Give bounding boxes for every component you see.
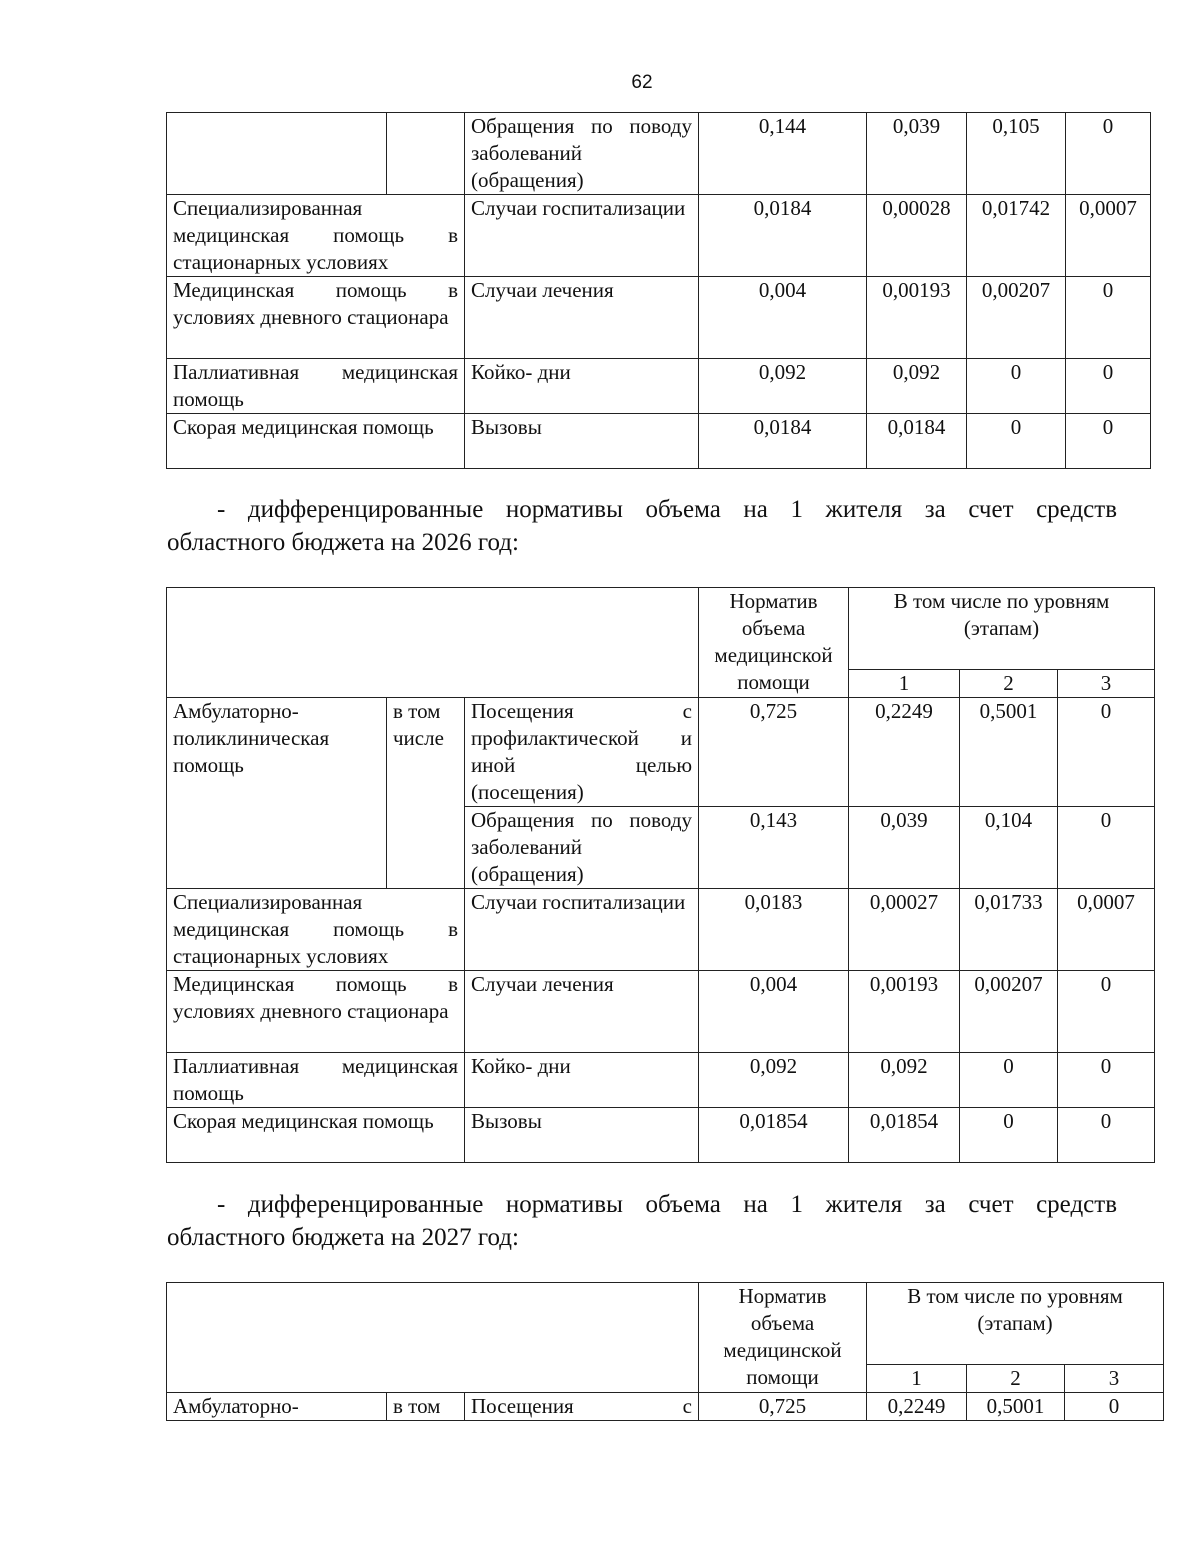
level1-cell: 0,00028 [867, 195, 967, 277]
section-intro-2027 [167, 1188, 1117, 1254]
care-type-cell: Паллиативная медицинская помощь [167, 1053, 465, 1108]
level3-cell: 0 [1066, 277, 1151, 359]
norm-header: Норматив объема медицинской помощи [699, 588, 849, 698]
level3-cell: 0 [1058, 807, 1155, 889]
table-cell [387, 113, 465, 195]
unit-cell: Вызовы [465, 414, 699, 469]
intro-line: областного бюджета на 2026 год: [167, 529, 519, 556]
level2-cell: 0,5001 [967, 1393, 1065, 1421]
level2-cell: 0 [967, 414, 1066, 469]
level2-cell: 0,00207 [960, 971, 1058, 1053]
table-row [167, 414, 1151, 469]
level2-header: 2 [960, 670, 1058, 698]
level2-cell: 0,00207 [967, 277, 1066, 359]
unit-cell: Койко- дни [465, 1053, 699, 1108]
table-row [167, 889, 1155, 971]
intro-line: - дифференцированные нормативы объема на 1 жителя за счет средств [217, 1191, 1117, 1218]
level1-cell: 0,00193 [849, 971, 960, 1053]
unit-cell: Койко- дни [465, 359, 699, 414]
level2-cell: 0,104 [960, 807, 1058, 889]
unit-cell: Посещения с [465, 1393, 699, 1421]
levels-header: В том числе по уровням (этапам) [867, 1283, 1164, 1365]
care-type-cell: Специализированная медицинская помощь в стационарных условиях [167, 889, 465, 971]
level1-cell: 0,0184 [867, 414, 967, 469]
level2-header: 2 [967, 1365, 1065, 1393]
intro-line: - дифференцированные нормативы объема на 1 жителя за счет средств [217, 496, 1117, 523]
level3-header: 3 [1065, 1365, 1164, 1393]
table-row [167, 1393, 1164, 1421]
care-type-cell: Амбулаторно- [167, 1393, 387, 1421]
level1-cell: 0,01854 [849, 1108, 960, 1163]
table-row [167, 359, 1151, 414]
level3-cell: 0,0007 [1066, 195, 1151, 277]
level3-header: 3 [1058, 670, 1155, 698]
level2-cell: 0,105 [967, 113, 1066, 195]
unit-cell: Вызовы [465, 1108, 699, 1163]
unit-cell: Посещения с профилактической и иной целью (посещения) [465, 698, 699, 807]
level3-cell: 0 [1066, 113, 1151, 195]
including-cell: в том числе [387, 698, 465, 889]
norms-table-2026 [166, 587, 1155, 1163]
care-type-cell: Паллиативная медицинская помощь [167, 359, 465, 414]
norms-table-continued [166, 112, 1151, 469]
care-type-cell: Медицинская помощь в условиях дневного стационара [167, 277, 465, 359]
unit-cell: Случаи лечения [465, 971, 699, 1053]
header-row [167, 588, 1155, 670]
level3-cell: 0,0007 [1058, 889, 1155, 971]
care-type-cell: Скорая медицинская помощь [167, 1108, 465, 1163]
unit-cell: Случаи госпитализации [465, 195, 699, 277]
care-type-cell: Специализированная медицинская помощь в стационарных условиях [167, 195, 465, 277]
header-empty-cell [167, 1283, 699, 1393]
level2-cell: 0 [967, 359, 1066, 414]
level2-cell: 0 [960, 1108, 1058, 1163]
norm-cell: 0,143 [699, 807, 849, 889]
level3-cell: 0 [1058, 1108, 1155, 1163]
table-row [167, 113, 1151, 195]
level1-cell: 0,2249 [867, 1393, 967, 1421]
level1-header: 1 [849, 670, 960, 698]
level3-cell: 0 [1065, 1393, 1164, 1421]
unit-cell: Случаи госпитализации [465, 889, 699, 971]
level1-cell: 0,039 [867, 113, 967, 195]
level1-header: 1 [867, 1365, 967, 1393]
including-cell: в том [387, 1393, 465, 1421]
intro-line: областного бюджета на 2027 год: [167, 1224, 519, 1251]
table-row [167, 277, 1151, 359]
norm-cell: 0,0183 [699, 889, 849, 971]
level2-cell: 0,5001 [960, 698, 1058, 807]
table-row [167, 1108, 1155, 1163]
level1-cell: 0,039 [849, 807, 960, 889]
level2-cell: 0,01733 [960, 889, 1058, 971]
unit-cell: Обращения по поводу заболеваний (обращения) [465, 113, 699, 195]
level3-cell: 0 [1058, 971, 1155, 1053]
norm-cell: 0,725 [699, 698, 849, 807]
level3-cell: 0 [1058, 698, 1155, 807]
norms-table-2027 [166, 1282, 1164, 1421]
table-row [167, 971, 1155, 1053]
care-type-cell: Амбулаторно-поликлиническая помощь [167, 698, 387, 889]
norm-cell: 0,092 [699, 1053, 849, 1108]
norm-cell: 0,004 [699, 971, 849, 1053]
norm-cell: 0,092 [699, 359, 867, 414]
norm-cell: 0,0184 [699, 414, 867, 469]
norm-cell: 0,144 [699, 113, 867, 195]
level2-cell: 0 [960, 1053, 1058, 1108]
norm-cell: 0,0184 [699, 195, 867, 277]
norm-cell: 0,725 [699, 1393, 867, 1421]
level1-cell: 0,00193 [867, 277, 967, 359]
unit-cell: Обращения по поводу заболеваний (обращения) [465, 807, 699, 889]
level1-cell: 0,2249 [849, 698, 960, 807]
header-empty-cell [167, 588, 699, 698]
levels-header: В том числе по уровням (этапам) [849, 588, 1155, 670]
table-row [167, 1053, 1155, 1108]
table-cell [167, 113, 387, 195]
unit-cell: Случаи лечения [465, 277, 699, 359]
table-row [167, 195, 1151, 277]
section-intro-2026 [167, 493, 1117, 559]
header-row [167, 1283, 1164, 1365]
norm-cell: 0,01854 [699, 1108, 849, 1163]
care-type-cell: Скорая медицинская помощь [167, 414, 465, 469]
level1-cell: 0,00027 [849, 889, 960, 971]
level1-cell: 0,092 [867, 359, 967, 414]
norm-cell: 0,004 [699, 277, 867, 359]
table-row [167, 698, 1155, 807]
level3-cell: 0 [1066, 414, 1151, 469]
page-number: 62 [631, 72, 653, 93]
level3-cell: 0 [1058, 1053, 1155, 1108]
level2-cell: 0,01742 [967, 195, 1066, 277]
care-type-cell: Медицинская помощь в условиях дневного стационара [167, 971, 465, 1053]
level3-cell: 0 [1066, 359, 1151, 414]
norm-header: Норматив объема медицинской помощи [699, 1283, 867, 1393]
level1-cell: 0,092 [849, 1053, 960, 1108]
